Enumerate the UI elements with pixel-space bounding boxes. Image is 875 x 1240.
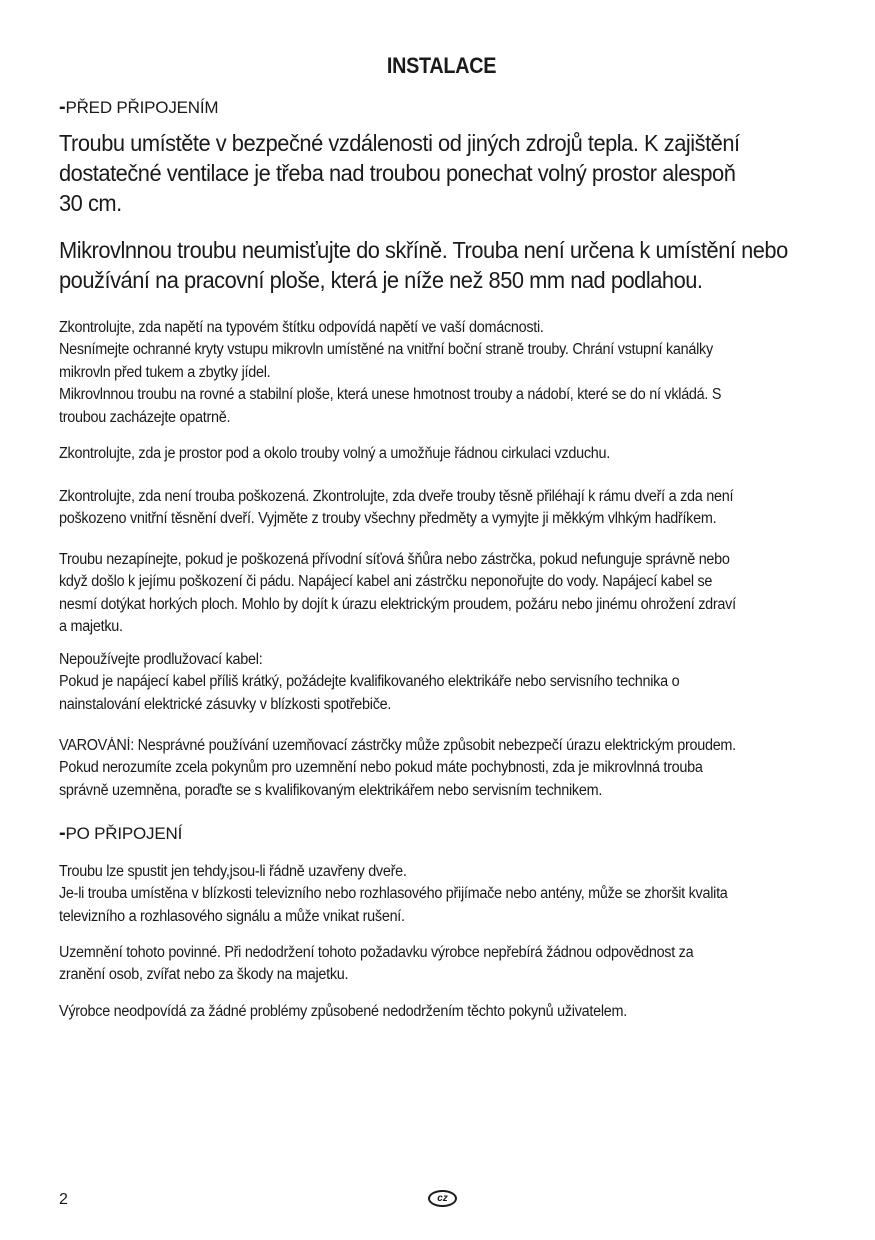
paragraph-voltage-check: Zkontrolujte, zda napětí na typovém štítku odpovídá napětí ve vaší domácnosti. Nesnímejte ochranné kryty vstupu mikrovln umístěné na vnitřní boční straně trouby. Chrání vstupní kanálky mikrovln před tukem a zbytky jídel. Mikrovlnnou troubu na rovné a stabilní ploše, která unese hmotnost trouby a nádobí, které se do ní vkládá. S troubou zacházejte opatrně. (59, 319, 722, 426)
paragraph-liability: Výrobce neodpovídá za žádné problémy způsobené nedodržením těchto pokynů uživatelem. (59, 1003, 627, 1020)
paragraph-power-cord: Troubu nezapínejte, pokud je poškozená přívodní síťová šňůra nebo zástrčka, pokud nefunguje správně nebo když došlo k jejímu poškození či pádu. Napájecí kabel ani zástrčku neponořujte do vody. Napájecí kabel se nesmí dotýkat horkých ploch. Mohlo by dojít k úrazu elektrickým proudem, požáru nebo jinému ohrožení zdraví a majetku. (59, 551, 736, 636)
section-heading-after: -PO PŘIPOJENÍ (59, 822, 183, 844)
page-title: INSTALACE (386, 53, 497, 78)
paragraph-extension-cable: Nepoužívejte prodlužovací kabel: Pokud je napájecí kabel příliš krátký, požádejte kvalifikovaného elektrikáře nebo servisního technika o nainstalování elektrické zásuvky v blízkosti spotřebiče. (59, 651, 680, 713)
paragraph-placement: Troubu umístěte v bezpečné vzdálenosti od jiných zdrojů tepla. K zajištění dostatečné ventilace je třeba nad troubou ponechat volný prostor alespoň 30 cm. (59, 130, 740, 216)
paragraph-grounding-warning: VAROVÁNÍ: Nesprávné používání uzemňovací zástrčky může způsobit nebezpečí úrazu elektrickým proudem. Pokud nerozumíte zcela pokynům pro uzemnění nebo pokud máte pochybnosti, zda je mikrovlnná trouba správně uzemněna, poraďte se s kvalifikovaným elektrikářem nebo servisním technikem. (59, 737, 736, 799)
paragraph-ventilation: Zkontrolujte, zda je prostor pod a okolo trouby volný a umožňuje řádnou cirkulaci vzduchu. (59, 445, 611, 462)
paragraph-damage-check: Zkontrolujte, zda není trouba poškozená. Zkontrolujte, zda dveře trouby těsně přiléhají k rámu dveří a zda není poškozeno vnitřní těsnění dveří. Vyjměte z trouby všechny předměty a vymyjte ji měkkým vlhkým hadříkem. (59, 488, 734, 528)
country-code-badge: cz (428, 1190, 457, 1207)
paragraph-door-interference: Troubu lze spustit jen tehdy,jsou-li řádně uzavřeny dveře. Je-li trouba umístěna v blízkosti televizního nebo rozhlasového přijímače nebo antény, může se zhoršit kvalita televizního a rozhlasového signálu a může vnikat rušení. (59, 863, 728, 925)
paragraph-cabinet-warning: Mikrovlnnou troubu neumisťujte do skříně. Trouba není určena k umístění nebo používání na pracovní ploše, která je níže než 850 mm nad podlahou. (59, 237, 788, 293)
page-number: 2 (59, 1191, 68, 1208)
paragraph-grounding-mandatory: Uzemnění tohoto povinné. Při nedodržení tohoto požadavku výrobce nepřebírá žádnou odpovědnost za zranění osob, zvířat nebo za škody na majetku. (59, 944, 694, 984)
section-heading-text: PŘED PŘIPOJENÍM (65, 98, 219, 117)
section-heading-text: PO PŘIPOJENÍ (65, 824, 183, 843)
section-heading-before: -PŘED PŘIPOJENÍM (59, 96, 219, 118)
